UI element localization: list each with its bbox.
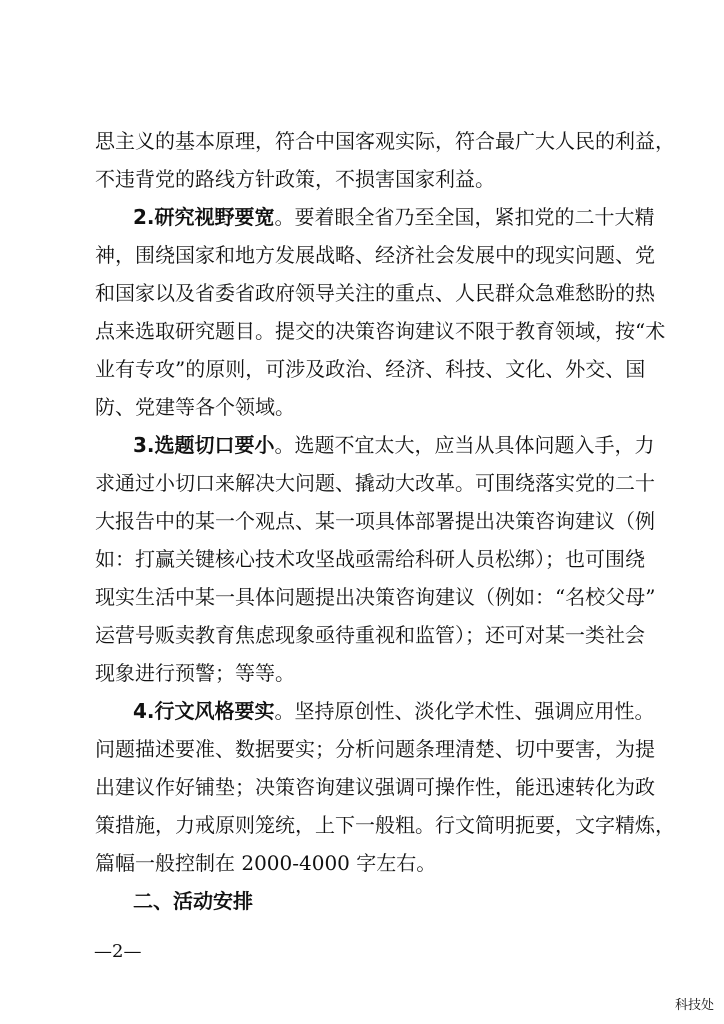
text-line: 点来选取研究题目。提交的决策咨询建议不限于教育领域，按“术	[95, 319, 666, 343]
text-line: 求通过小切口来解决大问题、撬动大改革。可围绕落实党的二十	[95, 471, 655, 495]
section-title: 3.选题切口要小	[133, 433, 275, 457]
corner-stamp: 科技处	[674, 998, 714, 1013]
section-text: 。要着眼全省乃至全国，紧扣党的二十大精	[274, 205, 655, 229]
text-line: 防、党建等各个领域。	[95, 395, 295, 419]
section-title: 2.研究视野要宽	[133, 205, 275, 229]
text-line: 神，围绕国家和地方发展战略、经济社会发展中的现实问题、党	[95, 243, 655, 267]
text-line: 现实生活中某一具体问题提出决策咨询建议（例如：“名校父母”	[95, 585, 656, 609]
text-line: 思主义的基本原理，符合中国客观实际，符合最广大人民的利益，	[95, 129, 675, 153]
text-line: 业有专攻”的原则，可涉及政治、经济、科技、文化、外交、国	[95, 357, 646, 381]
text-line: 出建议作好铺垫；决策咨询建议强调可操作性，能迅速转化为政	[95, 775, 655, 799]
text-line: 篇幅一般控制在 2000-4000 字左右。	[95, 851, 437, 875]
section-heading: 二、活动安排	[133, 889, 253, 913]
text-line: 策措施，力戒原则笼统，上下一般粗。行文简明扼要，文字精炼，	[95, 813, 675, 837]
text-line: 不违背党的路线方针政策，不损害国家利益。	[95, 167, 495, 191]
text-line: 和国家以及省委省政府领导关注的重点、人民群众急难愁盼的热	[95, 281, 655, 305]
section-first-line	[133, 432, 655, 458]
text-line: 大报告中的某一个观点、某一项具体部署提出决策咨询建议（例	[95, 509, 655, 533]
section-title: 4.行文风格要实	[133, 699, 275, 723]
section-first-line	[133, 698, 655, 724]
text-line: 如：打赢关键核心技术攻坚战亟需给科研人员松绑）；也可围绕	[95, 547, 645, 571]
text-line: 问题描述要准、数据要实；分析问题条理清楚、切中要害，为提	[95, 737, 655, 761]
text-line: 现象进行预警；等等。	[95, 661, 295, 685]
page-number: —2—	[94, 941, 142, 962]
text-line: 运营号贩卖教育焦虑现象亟待重视和监管）；还可对某一类社会	[95, 623, 645, 647]
section-text: 。选题不宜太大，应当从具体问题入手，力	[274, 433, 655, 457]
section-first-line	[133, 204, 655, 230]
section-text: 。坚持原创性、淡化学术性、强调应用性。	[274, 699, 655, 723]
